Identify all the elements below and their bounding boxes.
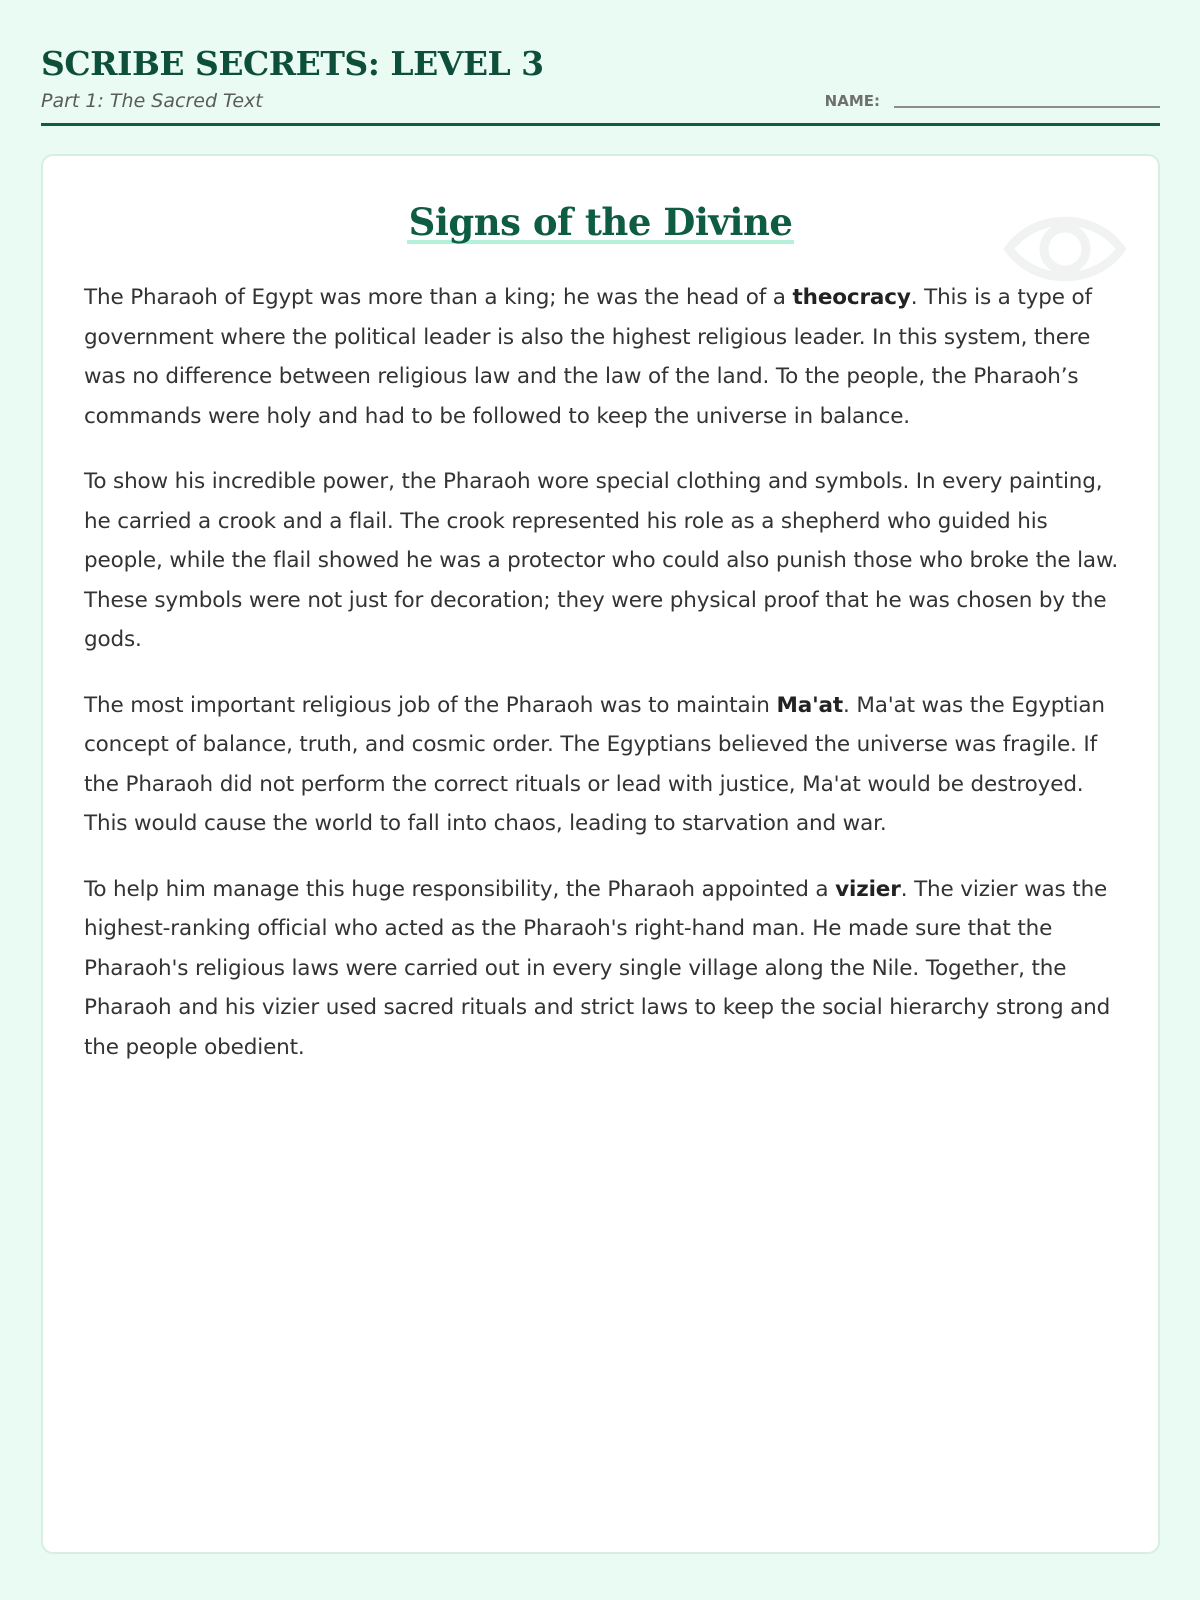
name-field[interactable] xyxy=(825,86,1160,110)
paragraph xyxy=(84,686,1129,844)
paragraph xyxy=(84,462,1129,660)
worksheet-subtitle: Part 1: The Sacred Text xyxy=(41,90,263,112)
name-label: NAME: xyxy=(824,92,880,110)
reading-body xyxy=(84,278,1129,1093)
paragraph-text: . This is a type of government where the political leader is also the highest religious leader. In this system, there was no difference between religious law and the law of the land. To the people, the Pharaoh’s commands were holy and had to be followed to keep the universe in balance. xyxy=(84,285,1092,429)
vocab-term: Ma'at xyxy=(776,692,843,718)
vocab-term: theocracy xyxy=(792,285,911,310)
vocab-term: vizier xyxy=(835,876,901,902)
paragraph-text: The most important religious job of the Pharaoh was to maintain xyxy=(84,692,777,718)
paragraph xyxy=(84,870,1129,1068)
paragraph-text: . Ma'at was the Egyptian concept of balance, truth, and cosmic order. The Egyptians believed the universe was fragile. If the Pharaoh did not perform the correct rituals or lead with justice, Ma'at would be destroyed. This would cause the world to fall into chaos, leading to starvation and war. xyxy=(84,692,1105,836)
paragraph-text: The Pharaoh of Egypt was more than a king; he was the head of a xyxy=(84,285,793,310)
reading-card xyxy=(41,154,1160,1554)
worksheet-header xyxy=(41,40,1160,126)
paragraph-text: . The vizier was the highest-ranking official who acted as the Pharaoh's right-hand man. He made sure that the Pharaoh's religious laws were carried out in every single village along the Nile. Together, the Pharaoh and his vizier used sacred rituals and strict laws to keep the social hierarchy strong and the people obedient. xyxy=(84,876,1111,1060)
name-write-line[interactable] xyxy=(894,106,1160,108)
paragraph xyxy=(84,278,1129,436)
worksheet-title: SCRIBE SECRETS: LEVEL 3 xyxy=(41,44,544,83)
reading-title-wrap xyxy=(43,200,1158,244)
paragraph-text: To help him manage this huge responsibility, the Pharaoh appointed a xyxy=(84,876,836,902)
paragraph-text: To show his incredible power, the Pharaoh wore special clothing and symbols. In every painting, he carried a crook and a flail. The crook represented his role as a shepherd who guided his people, while the flail showed he was a protector who could also punish those who broke the law. These symbols were not just for decoration; they were physical proof that he was chosen by the gods. xyxy=(84,469,1119,652)
reading-title: Signs of the Divine xyxy=(408,200,793,244)
